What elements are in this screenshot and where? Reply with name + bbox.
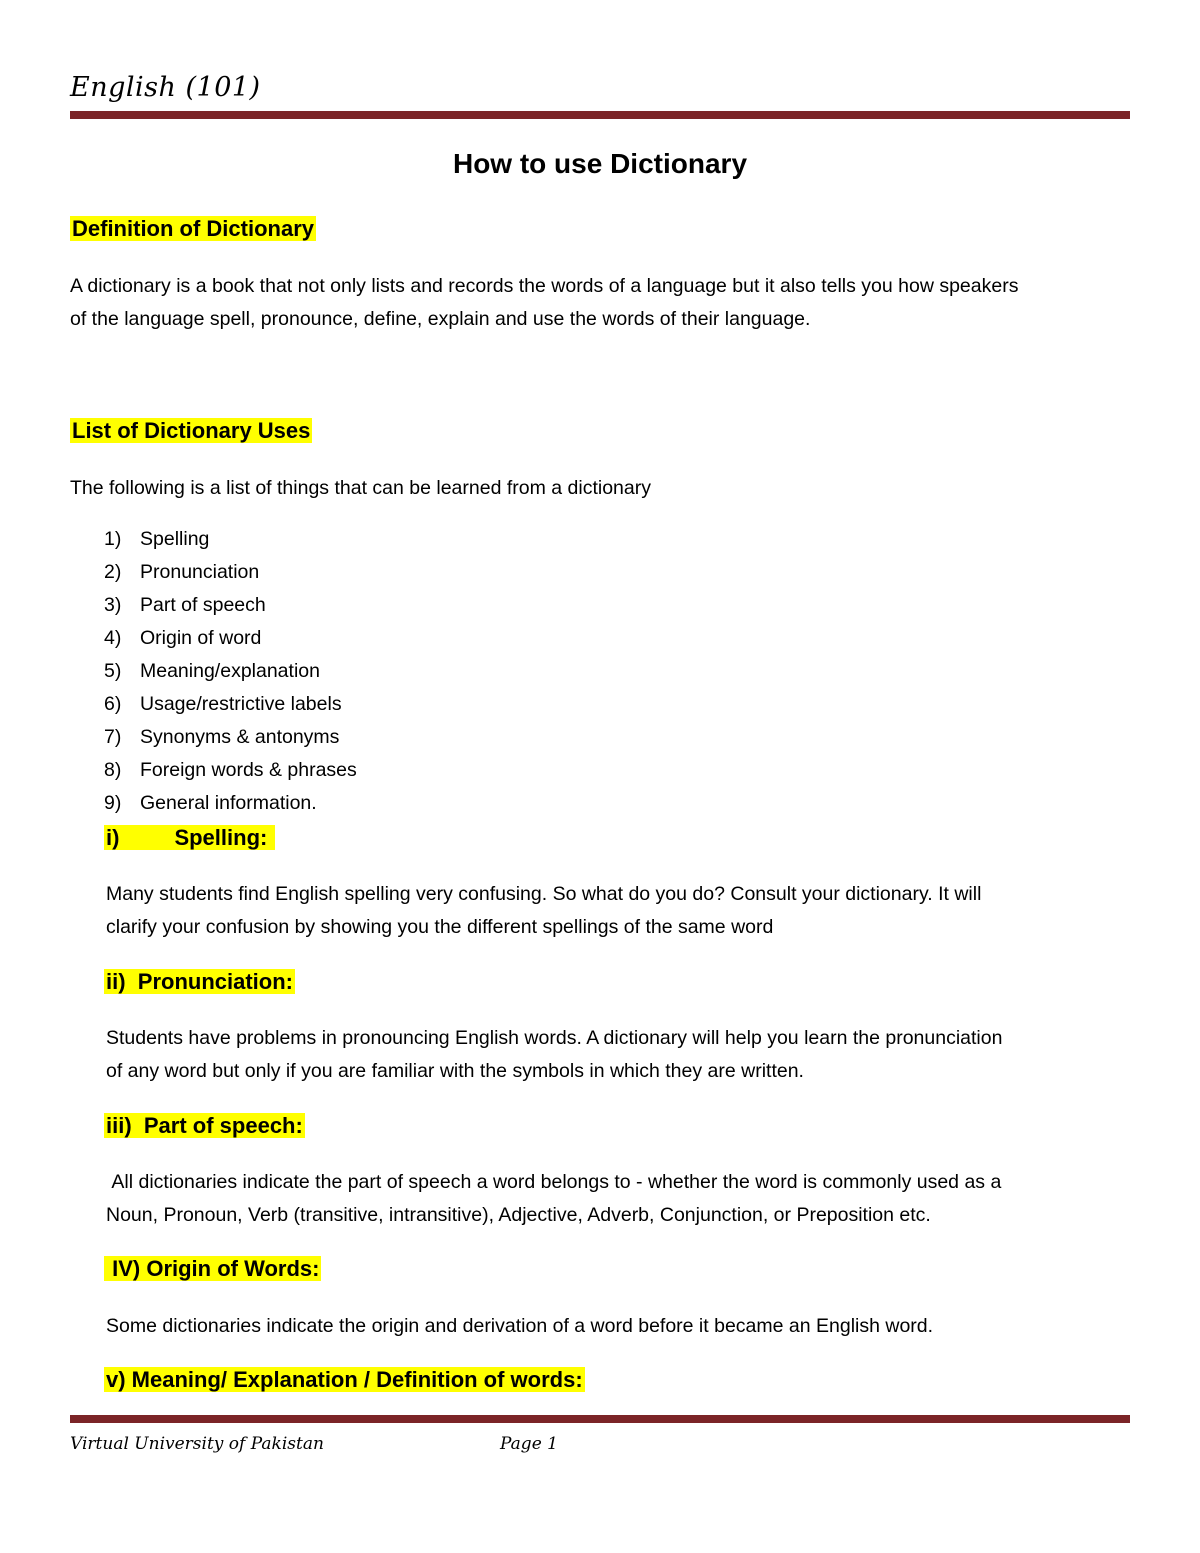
list-item: 2) Pronunciation (104, 561, 260, 583)
section-origin-heading (104, 1256, 321, 1282)
uses-intro: The following is a list of things that can be learned from a dictionary (70, 477, 651, 499)
list-item: 3) Part of speech (104, 594, 266, 616)
footer-page-number: Page 1 (500, 1434, 558, 1454)
section-part-of-speech-line-2: Noun, Pronoun, Verb (transitive, intransitive), Adjective, Adverb, Conjunction, or Preposition etc. (106, 1204, 931, 1226)
section-meaning-heading (104, 1367, 585, 1393)
definition-heading-text: Definition of Dictionary (72, 216, 314, 241)
definition-line-1: A dictionary is a book that not only lists and records the words of a language but it also tells you how speakers (70, 275, 1019, 297)
definition-line-2: of the language spell, pronounce, define, explain and use the words of their language. (70, 308, 811, 330)
list-item: 5) Meaning/explanation (104, 660, 320, 682)
list-item: 4) Origin of word (104, 627, 262, 649)
section-origin-line-1: Some dictionaries indicate the origin and derivation of a word before it became an English word. (106, 1315, 934, 1337)
section-spelling-heading (104, 825, 275, 851)
uses-heading (70, 418, 312, 444)
section-part-of-speech-heading (104, 1113, 305, 1139)
list-item: 9) General information. (104, 792, 317, 814)
section-heading-text: IV) Origin of Words: (106, 1256, 320, 1281)
document-title: How to use Dictionary (452, 148, 748, 179)
header-title: English (101) (70, 72, 261, 103)
footer-rule (70, 1415, 1130, 1423)
section-pronunciation-line-1: Students have problems in pronouncing English words. A dictionary will help you learn the pronunciation (106, 1027, 1003, 1049)
section-spelling-line-2: clarify your confusion by showing you the different spellings of the same word (106, 916, 774, 938)
list-item: 6) Usage/restrictive labels (104, 693, 342, 715)
definition-heading (70, 216, 316, 242)
section-heading-text: ii) Pronunciation: (106, 969, 293, 994)
section-pronunciation-line-2: of any word but only if you are familiar with the symbols in which they are written. (106, 1060, 804, 1082)
list-item: 7) Synonyms & antonyms (104, 726, 340, 748)
section-heading-text: i) Spelling: (106, 825, 274, 850)
header-rule (70, 111, 1130, 119)
section-part-of-speech-line-1: All dictionaries indicate the part of speech a word belongs to - whether the word is commonly used as a (106, 1171, 1002, 1193)
uses-heading-text: List of Dictionary Uses (72, 418, 311, 443)
section-heading-text: v) Meaning/ Explanation / Definition of words: (106, 1367, 583, 1392)
footer-university: Virtual University of Pakistan (70, 1434, 324, 1454)
section-pronunciation-heading (104, 969, 295, 995)
section-heading-text: iii) Part of speech: (106, 1113, 303, 1138)
list-item: 1) Spelling (104, 528, 210, 550)
list-item: 8) Foreign words & phrases (104, 759, 357, 781)
section-spelling-line-1: Many students find English spelling very confusing. So what do you do? Consult your dictionary. It will (106, 883, 982, 905)
